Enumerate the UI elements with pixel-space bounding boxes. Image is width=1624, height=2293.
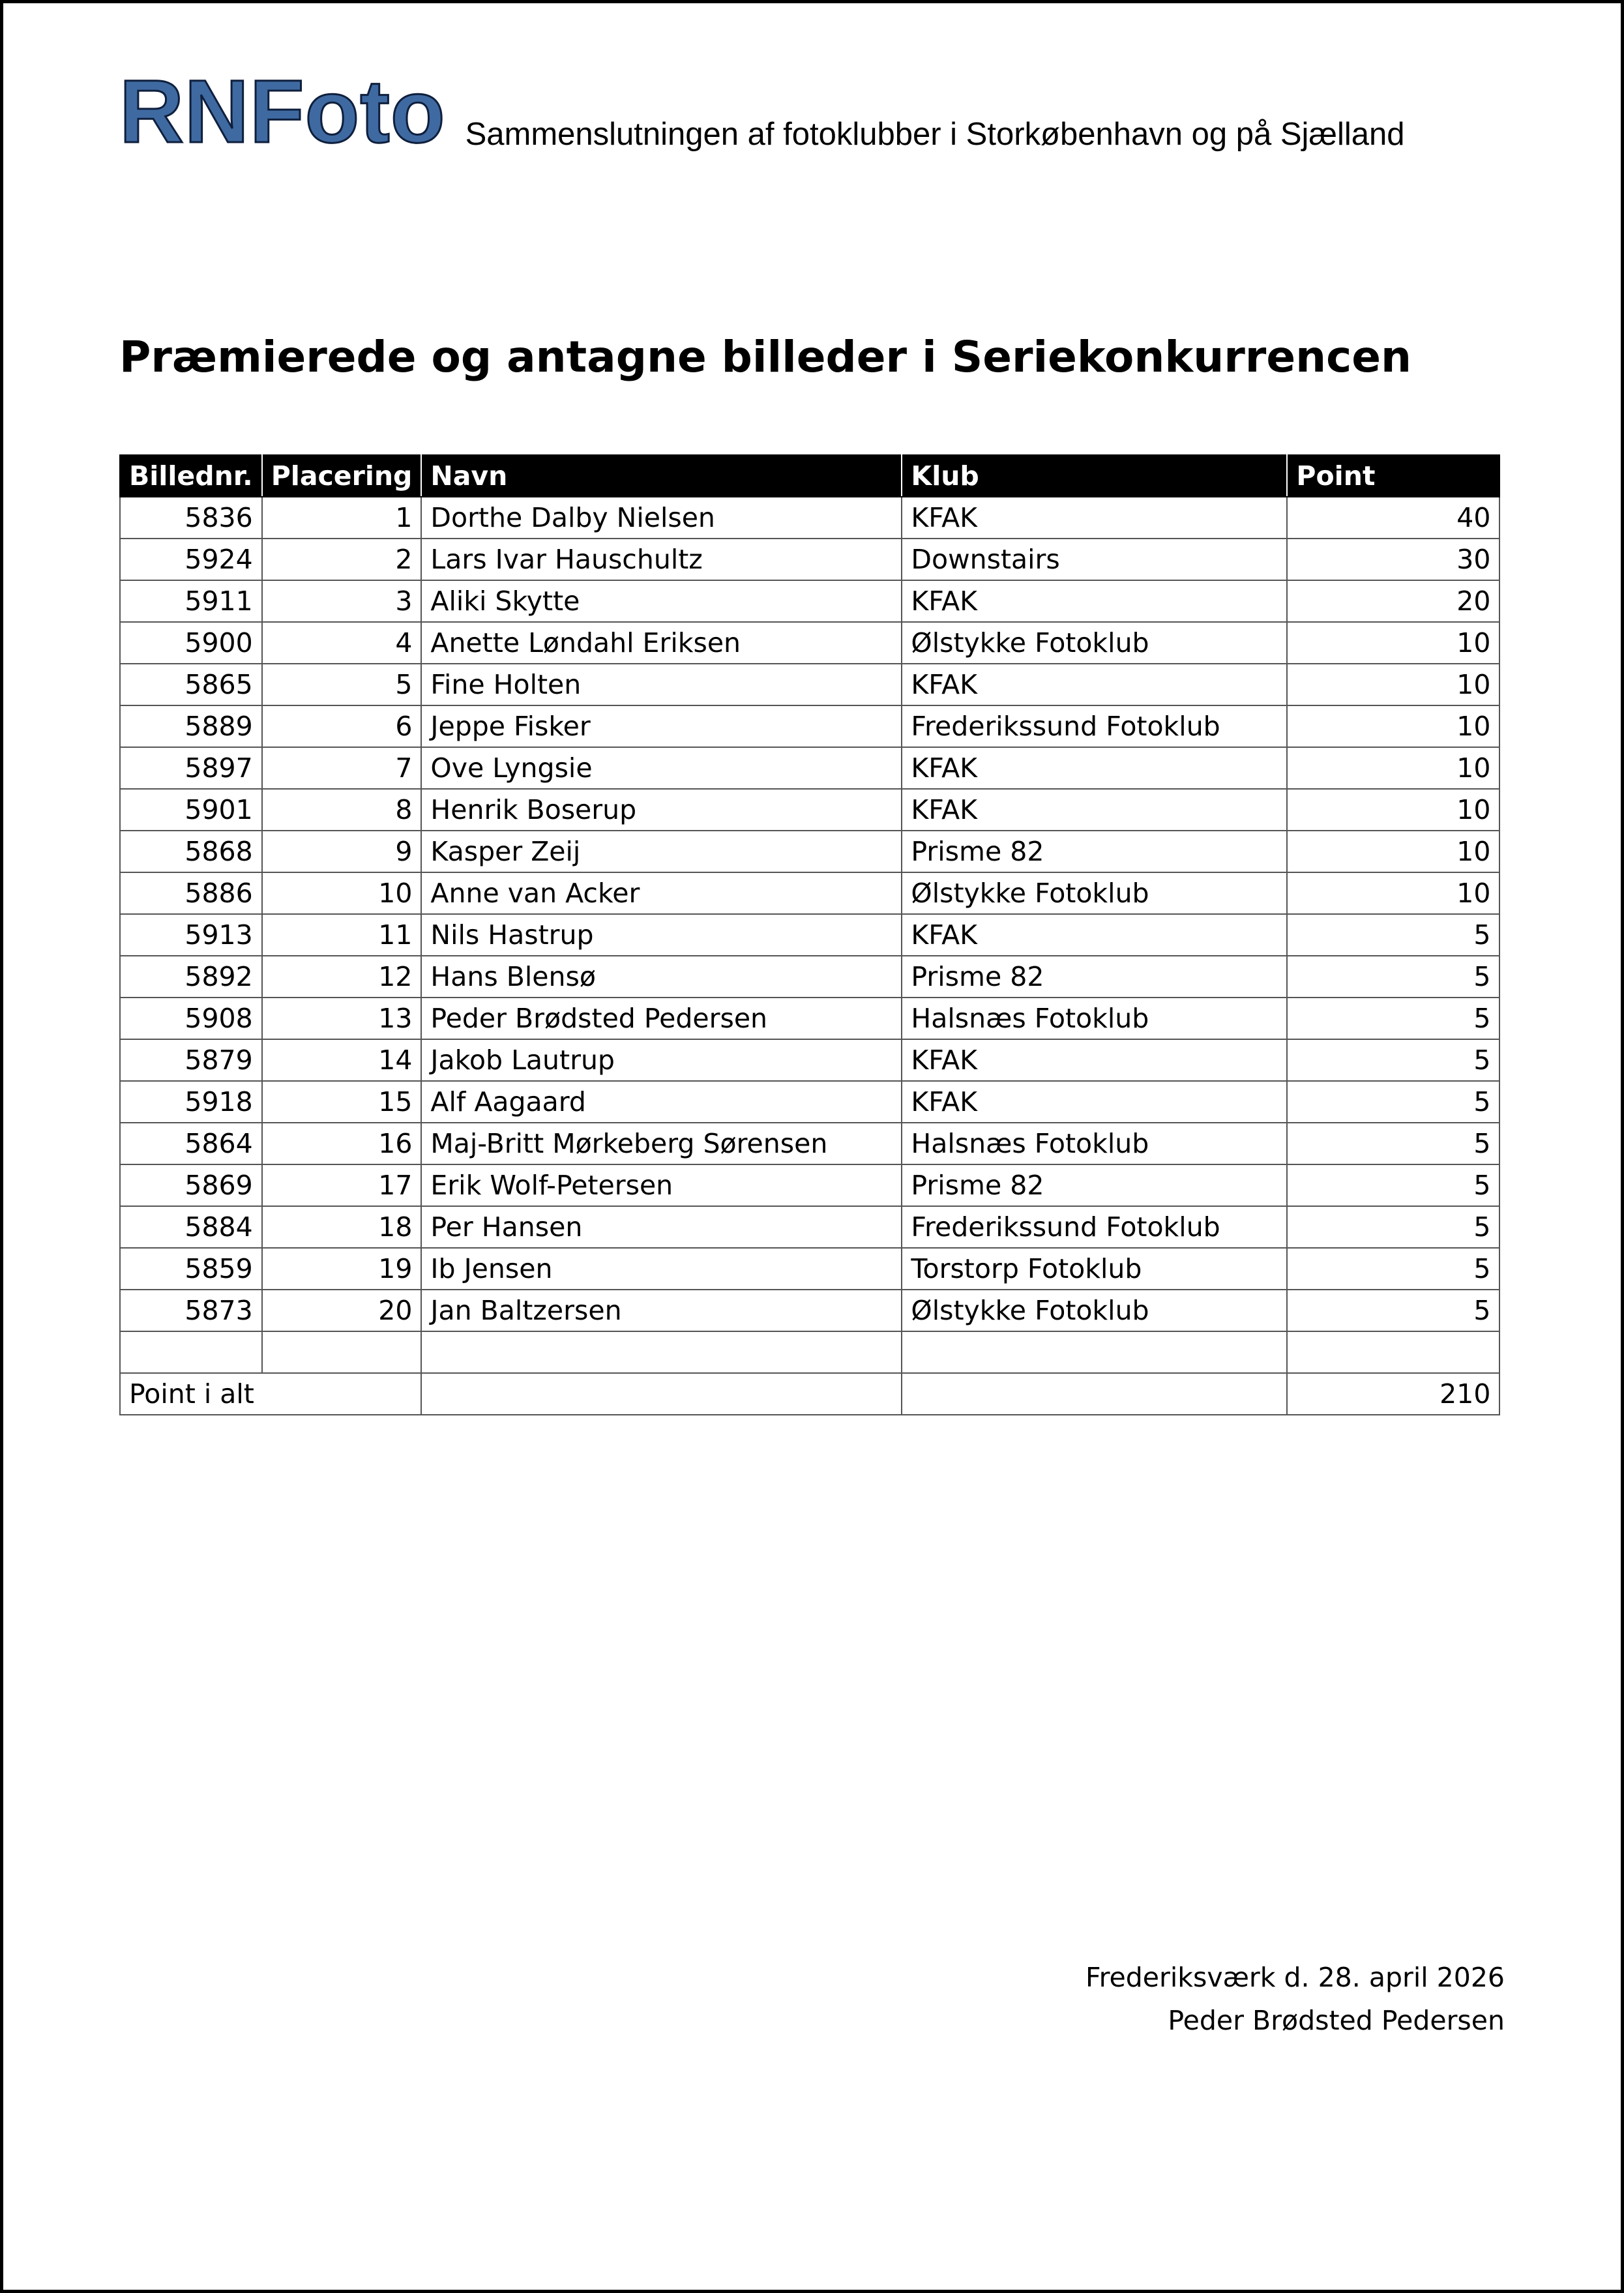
cell-klub: KFAK — [902, 914, 1287, 956]
cell-navn: Alf Aagaard — [421, 1081, 902, 1123]
total-value: 210 — [1287, 1373, 1499, 1415]
cell-point: 10 — [1287, 705, 1499, 747]
cell-billednr: 5873 — [120, 1290, 262, 1331]
cell-point: 10 — [1287, 747, 1499, 789]
cell-placering: 9 — [262, 831, 422, 872]
cell-klub: Halsnæs Fotoklub — [902, 998, 1287, 1039]
cell-placering: 16 — [262, 1123, 422, 1164]
empty-cell — [902, 1373, 1287, 1415]
cell-point: 5 — [1287, 998, 1499, 1039]
cell-point: 10 — [1287, 872, 1499, 914]
table-row — [120, 789, 1499, 831]
organization-subtitle: Sammenslutningen af fotoklubber i Storkøbenhavn og på Sjælland — [465, 117, 1405, 152]
cell-navn: Ove Lyngsie — [421, 747, 902, 789]
cell-navn: Dorthe Dalby Nielsen — [421, 497, 902, 539]
total-label: Point i alt — [120, 1373, 421, 1415]
cell-placering: 14 — [262, 1039, 422, 1081]
cell-placering: 19 — [262, 1248, 422, 1290]
cell-klub: Torstorp Fotoklub — [902, 1248, 1287, 1290]
cell-point: 5 — [1287, 1039, 1499, 1081]
column-header-klub: Klub — [902, 455, 1287, 497]
cell-placering: 6 — [262, 705, 422, 747]
table-row — [120, 1206, 1499, 1248]
table-row — [120, 1290, 1499, 1331]
cell-point: 30 — [1287, 539, 1499, 580]
cell-point: 5 — [1287, 1081, 1499, 1123]
table-row — [120, 1164, 1499, 1206]
cell-placering: 13 — [262, 998, 422, 1039]
cell-placering: 2 — [262, 539, 422, 580]
empty-cell — [421, 1331, 902, 1373]
cell-placering: 3 — [262, 580, 422, 622]
table-row — [120, 747, 1499, 789]
table-row — [120, 539, 1499, 580]
table-row — [120, 705, 1499, 747]
cell-navn: Anette Løndahl Eriksen — [421, 622, 902, 664]
cell-point: 5 — [1287, 1248, 1499, 1290]
empty-cell — [262, 1331, 422, 1373]
cell-navn: Jakob Lautrup — [421, 1039, 902, 1081]
empty-cell — [902, 1331, 1287, 1373]
document-title: Præmierede og antagne billeder i Seriekonkurrencen — [119, 332, 1411, 382]
cell-navn: Peder Brødsted Pedersen — [421, 998, 902, 1039]
cell-placering: 17 — [262, 1164, 422, 1206]
table-row — [120, 1081, 1499, 1123]
signature-place-date: Frederiksværk d. 28. april 2026 — [1085, 1962, 1505, 1993]
cell-billednr: 5865 — [120, 664, 262, 705]
cell-placering: 5 — [262, 664, 422, 705]
cell-billednr: 5889 — [120, 705, 262, 747]
cell-klub: KFAK — [902, 580, 1287, 622]
cell-placering: 11 — [262, 914, 422, 956]
table-header-row — [120, 455, 1499, 497]
empty-cell — [1287, 1331, 1499, 1373]
cell-point: 10 — [1287, 789, 1499, 831]
cell-placering: 15 — [262, 1081, 422, 1123]
table-row — [120, 914, 1499, 956]
cell-point: 5 — [1287, 1206, 1499, 1248]
cell-klub: Prisme 82 — [902, 831, 1287, 872]
cell-navn: Jeppe Fisker — [421, 705, 902, 747]
cell-navn: Aliki Skytte — [421, 580, 902, 622]
cell-point: 5 — [1287, 1123, 1499, 1164]
table-row — [120, 1039, 1499, 1081]
table-body — [120, 497, 1499, 1415]
column-header-placering: Placering — [262, 455, 422, 497]
table-row — [120, 1248, 1499, 1290]
cell-klub: KFAK — [902, 789, 1287, 831]
cell-billednr: 5900 — [120, 622, 262, 664]
cell-billednr: 5864 — [120, 1123, 262, 1164]
cell-placering: 10 — [262, 872, 422, 914]
cell-klub: Ølstykke Fotoklub — [902, 1290, 1287, 1331]
cell-navn: Erik Wolf-Petersen — [421, 1164, 902, 1206]
results-table — [119, 454, 1500, 1415]
cell-billednr: 5886 — [120, 872, 262, 914]
cell-navn: Jan Baltzersen — [421, 1290, 902, 1331]
cell-billednr: 5924 — [120, 539, 262, 580]
table-row — [120, 664, 1499, 705]
cell-klub: Frederikssund Fotoklub — [902, 1206, 1287, 1248]
empty-cell — [120, 1331, 262, 1373]
cell-billednr: 5859 — [120, 1248, 262, 1290]
cell-point: 20 — [1287, 580, 1499, 622]
cell-point: 5 — [1287, 914, 1499, 956]
cell-klub: Ølstykke Fotoklub — [902, 622, 1287, 664]
signature-block — [1085, 1956, 1505, 2042]
rnfoto-logo: RNFoto — [119, 62, 446, 162]
cell-klub: Prisme 82 — [902, 956, 1287, 998]
cell-navn: Maj-Britt Mørkeberg Sørensen — [421, 1123, 902, 1164]
column-header-navn: Navn — [421, 455, 902, 497]
cell-placering: 8 — [262, 789, 422, 831]
cell-navn: Henrik Boserup — [421, 789, 902, 831]
table-row — [120, 872, 1499, 914]
cell-billednr: 5911 — [120, 580, 262, 622]
cell-navn: Nils Hastrup — [421, 914, 902, 956]
cell-placering: 12 — [262, 956, 422, 998]
table-row — [120, 1123, 1499, 1164]
cell-klub: Halsnæs Fotoklub — [902, 1123, 1287, 1164]
column-header-billednr: Billednr. — [120, 455, 262, 497]
table-row — [120, 998, 1499, 1039]
cell-billednr: 5868 — [120, 831, 262, 872]
cell-navn: Per Hansen — [421, 1206, 902, 1248]
column-header-point: Point — [1287, 455, 1499, 497]
cell-billednr: 5908 — [120, 998, 262, 1039]
cell-point: 40 — [1287, 497, 1499, 539]
cell-placering: 7 — [262, 747, 422, 789]
cell-klub: Ølstykke Fotoklub — [902, 872, 1287, 914]
cell-klub: Prisme 82 — [902, 1164, 1287, 1206]
cell-klub: KFAK — [902, 747, 1287, 789]
cell-klub: KFAK — [902, 1039, 1287, 1081]
empty-cell — [421, 1373, 902, 1415]
cell-klub: KFAK — [902, 664, 1287, 705]
cell-navn: Lars Ivar Hauschultz — [421, 539, 902, 580]
cell-point: 10 — [1287, 831, 1499, 872]
cell-point: 10 — [1287, 664, 1499, 705]
cell-placering: 1 — [262, 497, 422, 539]
table-row — [120, 831, 1499, 872]
cell-billednr: 5869 — [120, 1164, 262, 1206]
empty-row — [120, 1331, 1499, 1373]
cell-placering: 4 — [262, 622, 422, 664]
cell-navn: Kasper Zeij — [421, 831, 902, 872]
table-row — [120, 956, 1499, 998]
cell-placering: 20 — [262, 1290, 422, 1331]
cell-klub: Downstairs — [902, 539, 1287, 580]
cell-billednr: 5913 — [120, 914, 262, 956]
cell-point: 5 — [1287, 1164, 1499, 1206]
cell-billednr: 5836 — [120, 497, 262, 539]
cell-placering: 18 — [262, 1206, 422, 1248]
cell-navn: Ib Jensen — [421, 1248, 902, 1290]
cell-point: 10 — [1287, 622, 1499, 664]
table-row — [120, 497, 1499, 539]
signature-name: Peder Brødsted Pedersen — [1168, 2005, 1505, 2036]
table-row — [120, 622, 1499, 664]
cell-billednr: 5918 — [120, 1081, 262, 1123]
cell-billednr: 5884 — [120, 1206, 262, 1248]
table-row — [120, 580, 1499, 622]
cell-billednr: 5879 — [120, 1039, 262, 1081]
letterhead — [119, 62, 1405, 162]
cell-billednr: 5897 — [120, 747, 262, 789]
cell-navn: Fine Holten — [421, 664, 902, 705]
cell-billednr: 5892 — [120, 956, 262, 998]
cell-navn: Hans Blensø — [421, 956, 902, 998]
cell-klub: KFAK — [902, 497, 1287, 539]
cell-point: 5 — [1287, 1290, 1499, 1331]
cell-point: 5 — [1287, 956, 1499, 998]
cell-navn: Anne van Acker — [421, 872, 902, 914]
cell-klub: Frederikssund Fotoklub — [902, 705, 1287, 747]
cell-klub: KFAK — [902, 1081, 1287, 1123]
total-row — [120, 1373, 1499, 1415]
cell-billednr: 5901 — [120, 789, 262, 831]
